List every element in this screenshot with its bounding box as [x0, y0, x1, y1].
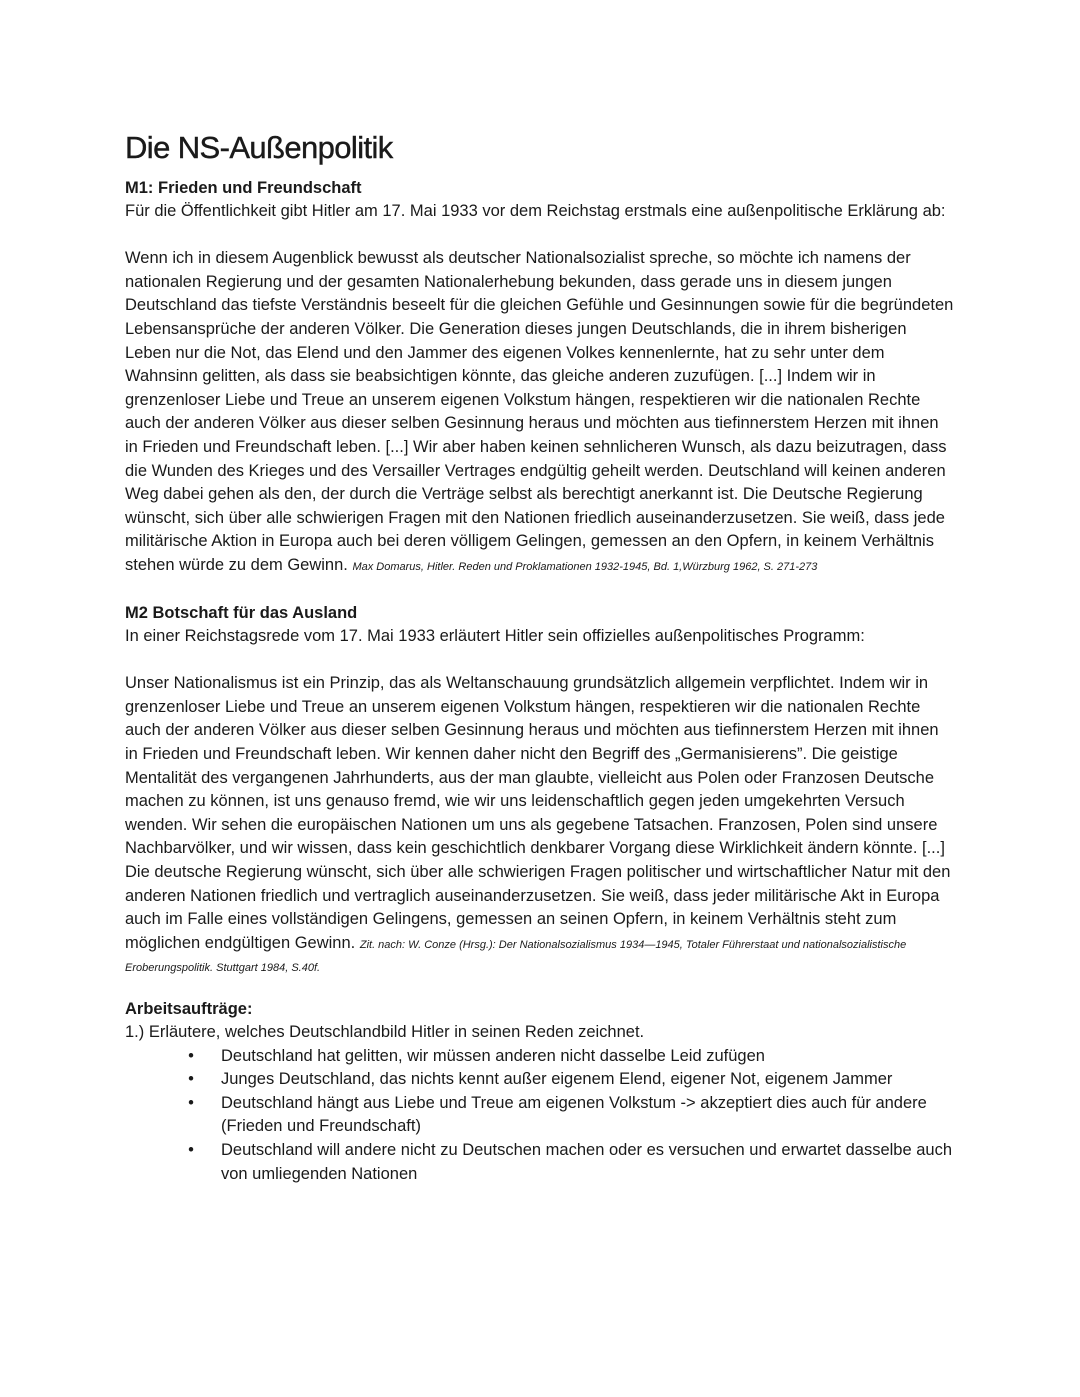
- bullet-icon: •: [188, 1046, 194, 1065]
- m2-quote-text: Unser Nationalismus ist ein Prinzip, das als Weltanschauung grundsätzlich allgemein verpflichtet. Indem wir in grenzenloser Liebe und Treue an unserem eigenen Volkstum hängen, respektieren wir die nationalen Rechte auch der anderen Völker aus dieser selben Gesinnung heraus und möchten aus tiefinnerstem Herzen mit ihnen in Frieden und Freundschaft leben. Wir kennen daher nicht den Begriff des „Germanisierens”. Die geistige Mentalität des vergangenen Jahrhunderts, aus der man glaubte, vielleicht aus Polen oder Franzosen Deutsche machen zu können, ist uns genauso fremd, wie wir uns leidenschaftlich gegen jeden umgekehrten Versuch wenden. Wir sehen die europäischen Nationen um uns als gegebene Tatsachen. Franzosen, Polen sind unsere Nachbarvölker, und wir wissen, dass kein geschichtlich denkbarer Vorgang diese Wirklichkeit ändern könnte. [...] Die deutsche Regierung wünscht, sich über alle schwierigen Fragen politischer und wirtschaftlicher Natur mit den anderen Nationen friedlich und vertraglich auseinanderzusetzen. Sie weiß, dass jeder militärische Akt in Europa auch im Falle eines vollständigen Gelingens, gemessen an seinen Opfern, in keinem Verhältnis steht zum möglichen endgültigen Gewinn.: [125, 674, 951, 952]
- spacer: [125, 979, 955, 997]
- list-item: [183, 1045, 955, 1069]
- m1-quote-text: Wenn ich in diesem Augenblick bewusst als deutscher Nationalsozialist spreche, so möchte ich namens der nationalen Regierung und der gesamten Nationalerhebung bekunden, dass gerade uns in diesem jungen Deutschland das tiefste Verständnis beseelt für die gleichen Gefühle und Gesinnungen sowie für die begründeten Lebensansprüche der anderen Völker. Die Generation dieses jungen Deutschlands, die in ihrem bisherigen Leben nur die Not, das Elend und den Jammer des eigenen Volkes kennenlernte, hat zu sehr unter dem Wahnsinn gelitten, als dass sie beabsichtigen könnte, das gleiche anderen zuzufügen. [...] Indem wir in grenzenloser Liebe und Treue an unserem eigenen Volkstum hängen, respektieren wir die nationalen Rechte auch der anderen Völker aus dieser selben Gesinnung heraus und möchten aus tiefinnerstem Herzen mit ihnen in Frieden und Freundschaft leben. [...] Wir aber haben keinen sehnlicheren Wunsch, als dazu beizutragen, dass die Wunden des Krieges und des Versailler Vertrages endgültig geheilt werden. Deutschland will keinen anderen Weg dabei gehen als den, der durch die Verträge selbst als berechtigt anerkannt ist. Die Deutsche Regierung wünscht, sich über alle schwierigen Fragen mit den Nationen friedlich auseinanderzusetzen. Sie weiß, dass jede militärische Aktion in Europa auch bei deren völligem Gelingen, gemessen an den Opfern, in keinem Verhältnis stehen würde zu dem Gewinn.: [125, 249, 954, 574]
- bullet-icon: •: [188, 1140, 194, 1159]
- answer-list: [125, 1045, 955, 1187]
- list-item-text: Deutschland will andere nicht zu Deutschen machen oder es versuchen und erwartet dasselbe auch von umliegenden Nationen: [221, 1140, 953, 1183]
- list-item-text: Junges Deutschland, das nichts kennt außer eigenem Elend, eigener Not, eigenem Jammer: [221, 1070, 893, 1089]
- spacer: [125, 649, 955, 673]
- section-tasks: [125, 997, 955, 1186]
- list-item-text: Deutschland hängt aus Liebe und Treue am eigenen Volkstum -> akzeptiert dies auch für andere (Frieden und Freundschaft): [221, 1093, 927, 1136]
- tasks-heading: Arbeitsaufträge:: [125, 1000, 253, 1018]
- m1-quote: [125, 247, 955, 577]
- list-item: [183, 1068, 955, 1092]
- m2-intro: In einer Reichstagsrede vom 17. Mai 1933 erläutert Hitler sein offizielles außenpolitisches Programm:: [125, 627, 865, 646]
- list-item: [183, 1139, 955, 1186]
- spacer: [125, 224, 955, 248]
- list-item: [183, 1092, 955, 1139]
- page-title: Die NS-Außenpolitik: [125, 130, 393, 165]
- m2-heading: M2 Botschaft für das Ausland: [125, 604, 358, 623]
- task-question: 1.) Erläutere, welches Deutschlandbild Hitler in seinen Reden zeichnet.: [125, 1023, 645, 1041]
- m2-quote: [125, 672, 955, 979]
- m1-heading: M1: Frieden und Freundschaft: [125, 179, 362, 197]
- section-m2: [125, 601, 955, 979]
- m2-citation: Zit. nach: W. Conze (Hrsg.): Der Nationalsozialismus 1934—1945, Totaler Führerstaat und nationalsozialistische Eroberungspolitik. Stuttgart 1984, S.40f.: [125, 938, 907, 975]
- section-m1: [125, 176, 955, 578]
- m1-citation: Max Domarus, Hitler. Reden und Proklamationen 1932-1945, Bd. 1,Würzburg 1962, S. 271-273: [352, 560, 818, 573]
- document-page: [125, 128, 955, 1186]
- spacer: [125, 578, 955, 602]
- m1-intro: Für die Öffentlichkeit gibt Hitler am 17. Mai 1933 vor dem Reichstag erstmals eine außenpolitische Erklärung ab:: [125, 202, 946, 220]
- bullet-icon: •: [188, 1070, 194, 1089]
- list-item-text: Deutschland hat gelitten, wir müssen anderen nicht dasselbe Leid zufügen: [221, 1046, 765, 1065]
- bullet-icon: •: [188, 1093, 194, 1112]
